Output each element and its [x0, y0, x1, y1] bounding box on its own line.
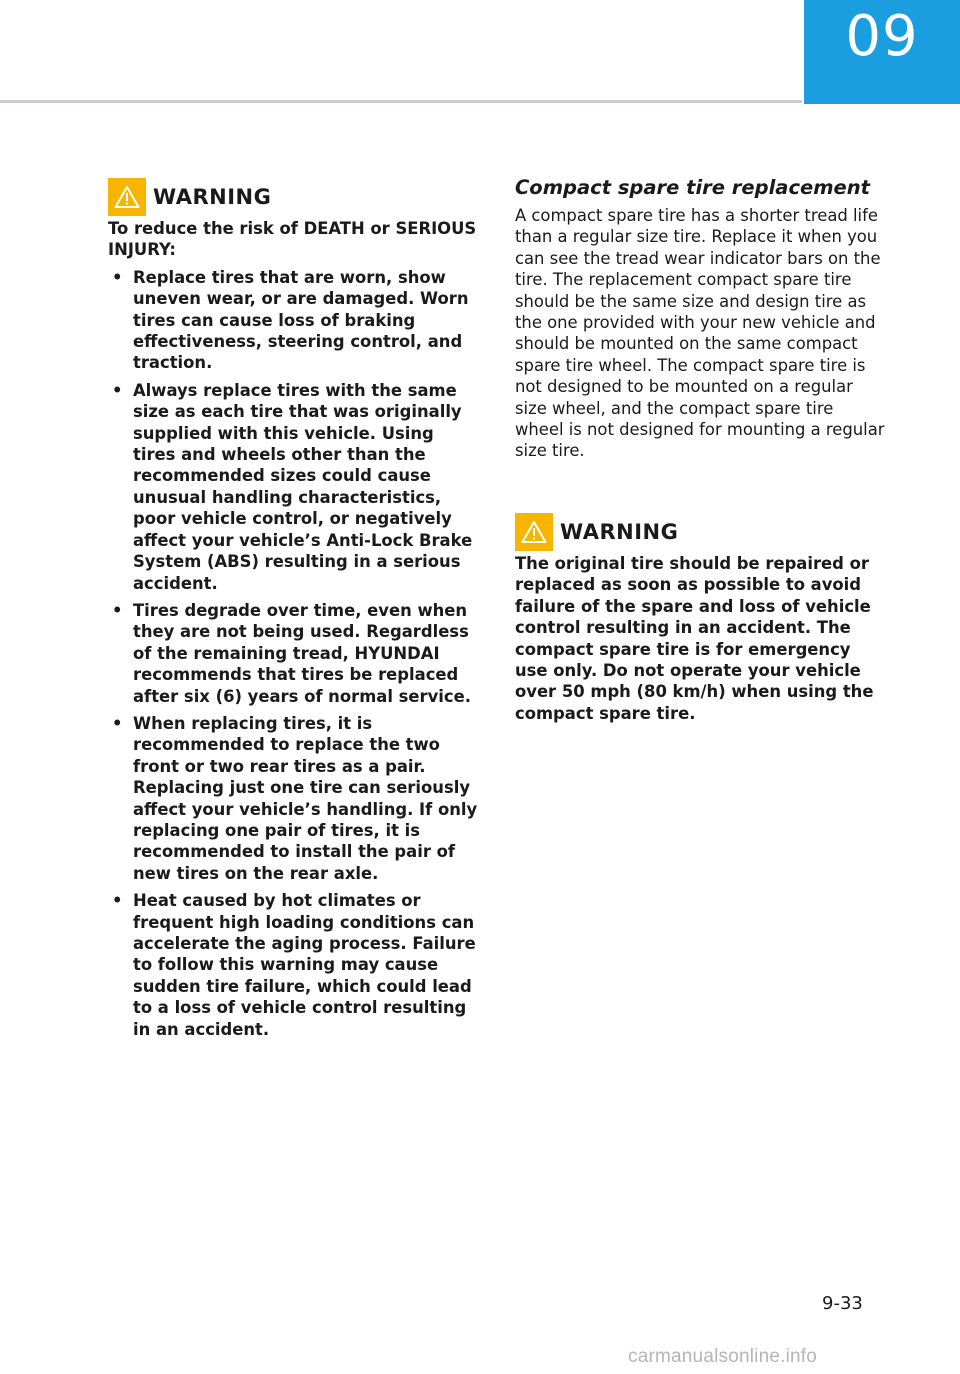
right-section	[515, 176, 885, 462]
right-warning-box	[515, 512, 885, 724]
left-warning-intro: To reduce the risk of DEATH or SERIOUS INJURY:	[108, 219, 477, 260]
section-paragraph: A compact spare tire has a shorter tread life than a regular size tire. Replace it when you can see the tread wear indicator bars on the tire. The replacement compact spare tire should be the same size and design tire as the one provided with your new vehicle and should be mounted on the same compact spare tire wheel. The compact spare tire is not designed to be mounted on a regular size wheel, and the compact spare tire wheel is not designed for mounting a regular size tire.	[515, 206, 885, 461]
right-warning-text: The original tire should be repaired or replaced as soon as possible to avoid failure of the spare and loss of vehicle control resulting in an accident. The compact spare tire is for emergency use only. Do not operate your vehicle over 50 mph (80 km/h) when using the compact spare tire.	[515, 554, 874, 723]
bullet-icon: •	[112, 267, 123, 287]
list-item-text: When replacing tires, it is recommended to replace the two front or two rear tires as a pair. Replacing just one tire can seriously affect your vehicle’s handling. If only replacing one pair of tires, it is recommended to install the pair of new tires on the rear axle.	[133, 713, 478, 883]
list-item	[108, 890, 480, 1040]
left-warning-bullets	[108, 267, 480, 1040]
left-warning-header	[108, 177, 480, 217]
chapter-tab	[804, 0, 960, 104]
list-item-text: Replace tires that are worn, show uneven wear, or are damaged. Worn tires can cause loss of braking effectiveness, steering control, and traction.	[133, 267, 469, 373]
list-item	[108, 713, 480, 884]
section-title: Compact spare tire replacement	[515, 176, 870, 199]
list-item	[108, 380, 480, 594]
left-warning-title: WARNING	[153, 185, 272, 209]
header-rule	[0, 100, 802, 103]
left-warning-body	[108, 218, 480, 1040]
list-item	[108, 600, 480, 707]
bullet-icon: •	[112, 891, 123, 911]
list-item-text: Always replace tires with the same size as each tire that was originally supplied with this vehicle. Using tires and wheels other than the recommended sizes could cause unusual handling characteristics, poor vehicle control, or negatively affect your vehicle’s Anti-Lock Brake System (ABS) resulting in a serious accident.	[133, 380, 473, 593]
chapter-number: 09	[845, 3, 919, 69]
left-warning-box	[108, 177, 480, 1046]
list-item-text: Heat caused by hot climates or frequent high loading conditions can accelerate the aging process. Failure to follow this warning may cause sudden tire failure, which could lead to a loss of vehicle control resulting in an accident.	[133, 891, 476, 1039]
warning-triangle-icon	[515, 513, 553, 551]
page-number: 9-33	[822, 1293, 863, 1314]
warning-triangle-icon	[108, 178, 146, 216]
bullet-icon: •	[112, 713, 123, 733]
right-warning-header	[515, 512, 885, 552]
bullet-icon: •	[112, 600, 123, 620]
list-item	[108, 267, 480, 374]
watermark: carmanualsonline.info	[628, 1346, 818, 1367]
right-warning-title: WARNING	[560, 520, 679, 544]
list-item-text: Tires degrade over time, even when they are not being used. Regardless of the remaining tread, HYUNDAI recommends that tires be replaced after six (6) years of normal service.	[133, 600, 471, 706]
bullet-icon: •	[112, 380, 123, 400]
